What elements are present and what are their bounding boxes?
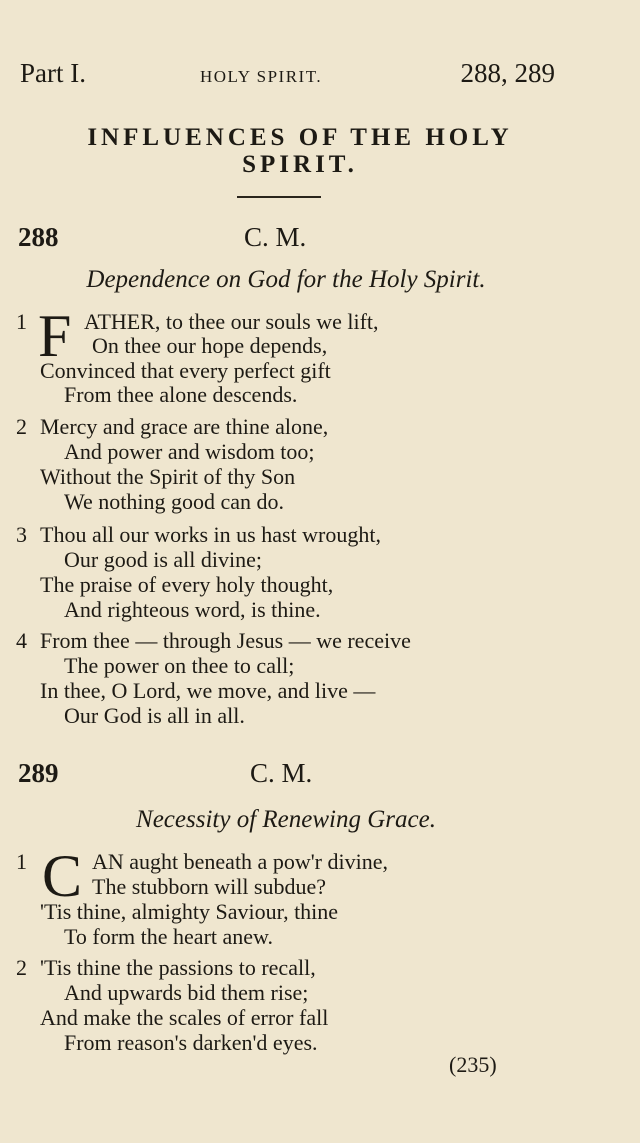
running-head-hymn-numbers: 288, 289: [460, 58, 555, 88]
stanza-line: Convinced that every perfect gift: [40, 358, 331, 383]
section-title-line-1: INFLUENCES OF THE HOLY: [87, 124, 513, 151]
stanza-line: 'Tis thine the passions to recall,: [40, 955, 316, 980]
running-head: [20, 58, 555, 94]
stanza-line: From thee alone descends.: [64, 382, 298, 407]
section-title: [0, 124, 586, 178]
running-head-topic: HOLY SPIRIT.: [200, 67, 323, 86]
stanza-number: 1: [16, 849, 27, 874]
stanza-line: Our God is all in all.: [64, 703, 245, 728]
stanza-line: The praise of every holy thought,: [40, 572, 334, 597]
stanza-line: And righteous word, is thine.: [64, 597, 321, 622]
hymn-meter: C. M.: [244, 222, 307, 252]
stanza-line: From reason's darken'd eyes.: [64, 1030, 318, 1055]
stanza-line: And make the scales of error fall: [40, 1005, 329, 1030]
stanza-line: ATHER, to thee our souls we lift,: [84, 309, 379, 334]
stanza-number: 4: [16, 628, 27, 653]
section-rule: [237, 196, 321, 198]
hymn-meter: C. M.: [250, 758, 313, 788]
stanza-number: 3: [16, 522, 27, 547]
stanza-line: 'Tis thine, almighty Saviour, thine: [40, 899, 339, 924]
stanza-line: To form the heart anew.: [64, 924, 273, 949]
stanza-line: AN aught beneath a pow'r divine,: [92, 849, 388, 874]
stanza-line: We nothing good can do.: [64, 489, 285, 514]
stanza-number: 1: [16, 309, 27, 334]
hymn-289-subtitle: Necessity of Renewing Grace.: [136, 806, 436, 833]
hymn-288-heading: [18, 222, 558, 258]
stanza-number: 2: [16, 414, 27, 439]
hymn-number: 289: [18, 758, 59, 788]
stanza-line: And power and wisdom too;: [64, 439, 315, 464]
section-title-line-2: SPIRIT.: [242, 151, 358, 178]
stanza-line: Thou all our works in us hast wrought,: [40, 522, 381, 547]
stanza-line: The power on thee to call;: [64, 653, 295, 678]
stanza-line: The stubborn will subdue?: [92, 874, 327, 899]
hymn-288-subtitle: Dependence on God for the Holy Spirit.: [86, 266, 486, 293]
stanza-line: Our good is all divine;: [64, 547, 262, 572]
stanza-line: And upwards bid them rise;: [64, 980, 309, 1005]
stanza-line: On thee our hope depends,: [92, 333, 328, 358]
hymn-289-heading: [18, 758, 558, 794]
stanza-line: From thee — through Jesus — we receive: [40, 628, 411, 653]
running-head-part: Part I.: [20, 58, 86, 88]
hymn-number: 288: [18, 222, 59, 252]
stanza-line: In thee, O Lord, we move, and live —: [40, 678, 376, 703]
drop-cap: C: [42, 843, 83, 909]
stanza-line: Without the Spirit of thy Son: [40, 464, 296, 489]
stanza-number: 2: [16, 955, 27, 980]
page-number: (235): [449, 1052, 497, 1077]
stanza-line: Mercy and grace are thine alone,: [40, 414, 329, 439]
drop-cap: F: [38, 303, 72, 369]
